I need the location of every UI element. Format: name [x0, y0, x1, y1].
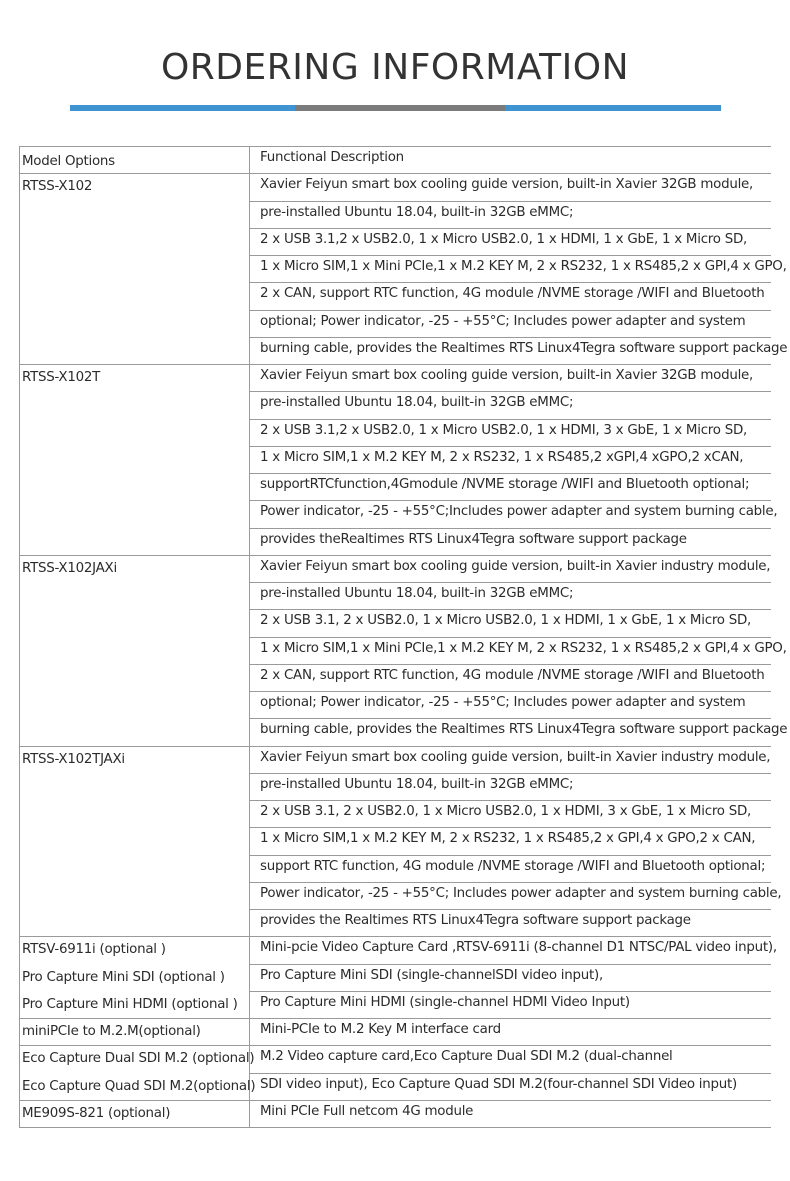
description-line: Mini PCIe Full netcom 4G module [260, 1104, 474, 1119]
line-separator [249, 773, 771, 774]
line-separator [249, 528, 771, 529]
line-separator [249, 446, 771, 447]
description-line: provides the Realtimes RTS Linux4Tegra software support package [260, 913, 691, 928]
title-underline-middle [295, 105, 505, 111]
description-line: 2 x CAN, support RTC function, 4G module /NVME storage /WIFI and Bluetooth [260, 668, 765, 683]
description-line: Xavier Feiyun smart box cooling guide version, built-in Xavier industry module, [260, 559, 771, 574]
line-separator [249, 473, 771, 474]
line-separator [249, 664, 771, 665]
line-separator [249, 500, 771, 501]
description-line: 2 x USB 3.1,2 x USB2.0, 1 x Micro USB2.0, 1 x HDMI, 3 x GbE, 1 x Micro SD, [260, 423, 748, 438]
description-line: 1 x Micro SIM,1 x M.2 KEY M, 2 x RS232, 1 x RS485,2 xGPI,4 xGPO,2 xCAN, [260, 450, 744, 465]
model-name: RTSS-X102 [22, 179, 93, 194]
model-name: Pro Capture Mini SDI (optional ) [22, 970, 225, 985]
header-functional-description: Functional Description [260, 150, 404, 165]
group-separator [19, 936, 771, 937]
description-line: pre-installed Ubuntu 18.04, built-in 32GB eMMC; [260, 395, 574, 410]
page-title: ORDERING INFORMATION [160, 47, 630, 88]
description-line: Power indicator, -25 - +55°C; Includes power adapter and system burning cable, [260, 886, 782, 901]
model-name: miniPCIe to M.2.M(optional) [22, 1024, 201, 1039]
description-line: 1 x Micro SIM,1 x Mini PCIe,1 x M.2 KEY M, 2 x RS232, 1 x RS485,2 x GPI,4 x GPO, [260, 641, 787, 656]
description-line: 1 x Micro SIM,1 x M.2 KEY M, 2 x RS232, 1 x RS485,2 x GPI,4 x GPO,2 x CAN, [260, 831, 756, 846]
group-separator [19, 1045, 771, 1046]
description-line: burning cable, provides the Realtimes RTS Linux4Tegra software support package [260, 341, 788, 356]
line-separator [249, 637, 771, 638]
group-separator [19, 1127, 771, 1128]
description-line: support RTC function, 4G module /NVME storage /WIFI and Bluetooth optional; [260, 859, 766, 874]
group-separator [19, 1018, 771, 1019]
group-separator [19, 364, 771, 365]
description-line: 2 x USB 3.1, 2 x USB2.0, 1 x Micro USB2.0, 1 x HDMI, 1 x GbE, 1 x Micro SD, [260, 613, 752, 628]
title-underline-right [505, 105, 721, 111]
line-separator [249, 282, 771, 283]
description-line: M.2 Video capture card,Eco Capture Dual SDI M.2 (dual-channel [260, 1049, 673, 1064]
header-model-options: Model Options [22, 154, 115, 169]
description-line: Mini-pcie Video Capture Card ,RTSV-6911i (8-channel D1 NTSC/PAL video input), [260, 940, 777, 955]
line-separator [249, 964, 771, 965]
line-separator [249, 991, 771, 992]
description-line: Mini-PCIe to M.2 Key M interface card [260, 1022, 501, 1037]
model-name: RTSS-X102JAXi [22, 561, 117, 576]
table-row-separator [19, 173, 771, 174]
description-line: Xavier Feiyun smart box cooling guide version, built-in Xavier industry module, [260, 750, 771, 765]
description-line: pre-installed Ubuntu 18.04, built-in 32GB eMMC; [260, 777, 574, 792]
line-separator [249, 882, 771, 883]
description-line: supportRTCfunction,4Gmodule /NVME storage /WIFI and Bluetooth optional; [260, 477, 750, 492]
title-underline-left [70, 105, 295, 111]
line-separator [249, 228, 771, 229]
description-line: SDI video input), Eco Capture Quad SDI M.2(four-channel SDI Video input) [260, 1077, 737, 1092]
line-separator [249, 718, 771, 719]
line-separator [249, 1073, 771, 1074]
line-separator [249, 582, 771, 583]
line-separator [249, 201, 771, 202]
line-separator [249, 391, 771, 392]
table-top-border [19, 146, 771, 147]
description-line: Pro Capture Mini HDMI (single-channel HDMI Video Input) [260, 995, 630, 1010]
description-line: Pro Capture Mini SDI (single-channelSDI video input), [260, 968, 603, 983]
model-name: RTSS-X102T [22, 370, 101, 385]
line-separator [249, 419, 771, 420]
description-line: burning cable, provides the Realtimes RTS Linux4Tegra software support package [260, 722, 788, 737]
description-line: Power indicator, -25 - +55°C;Includes power adapter and system burning cable, [260, 504, 778, 519]
line-separator [249, 855, 771, 856]
description-line: 2 x CAN, support RTC function, 4G module /NVME storage /WIFI and Bluetooth [260, 286, 765, 301]
description-line: pre-installed Ubuntu 18.04, built-in 32GB eMMC; [260, 586, 574, 601]
line-separator [249, 827, 771, 828]
model-name: Eco Capture Quad SDI M.2(optional) [22, 1079, 256, 1094]
line-separator [249, 909, 771, 910]
line-separator [249, 609, 771, 610]
description-line: 2 x USB 3.1, 2 x USB2.0, 1 x Micro USB2.0, 1 x HDMI, 3 x GbE, 1 x Micro SD, [260, 804, 752, 819]
model-name: RTSS-X102TJAXi [22, 752, 125, 767]
model-name: ME909S-821 (optional) [22, 1106, 171, 1121]
line-separator [249, 691, 771, 692]
line-separator [249, 800, 771, 801]
description-line: optional; Power indicator, -25 - +55°C; Includes power adapter and system [260, 695, 746, 710]
description-line: 2 x USB 3.1,2 x USB2.0, 1 x Micro USB2.0, 1 x HDMI, 1 x GbE, 1 x Micro SD, [260, 232, 748, 247]
description-line: optional; Power indicator, -25 - +55°C; Includes power adapter and system [260, 314, 746, 329]
line-separator [249, 310, 771, 311]
line-separator [249, 255, 771, 256]
description-line: 1 x Micro SIM,1 x Mini PCIe,1 x M.2 KEY M, 2 x RS232, 1 x RS485,2 x GPI,4 x GPO, [260, 259, 787, 274]
description-line: Xavier Feiyun smart box cooling guide version, built-in Xavier 32GB module, [260, 368, 754, 383]
description-line: provides theRealtimes RTS Linux4Tegra software support package [260, 532, 687, 547]
table-left-border [19, 146, 20, 1127]
group-separator [19, 1100, 771, 1101]
line-separator [249, 337, 771, 338]
model-name: Eco Capture Dual SDI M.2 (optional) [22, 1051, 255, 1066]
group-separator [19, 555, 771, 556]
description-line: pre-installed Ubuntu 18.04, built-in 32GB eMMC; [260, 205, 574, 220]
model-name: RTSV-6911i (optional ) [22, 942, 166, 957]
description-line: Xavier Feiyun smart box cooling guide version, built-in Xavier 32GB module, [260, 177, 754, 192]
group-separator [19, 746, 771, 747]
model-name: Pro Capture Mini HDMI (optional ) [22, 997, 238, 1012]
